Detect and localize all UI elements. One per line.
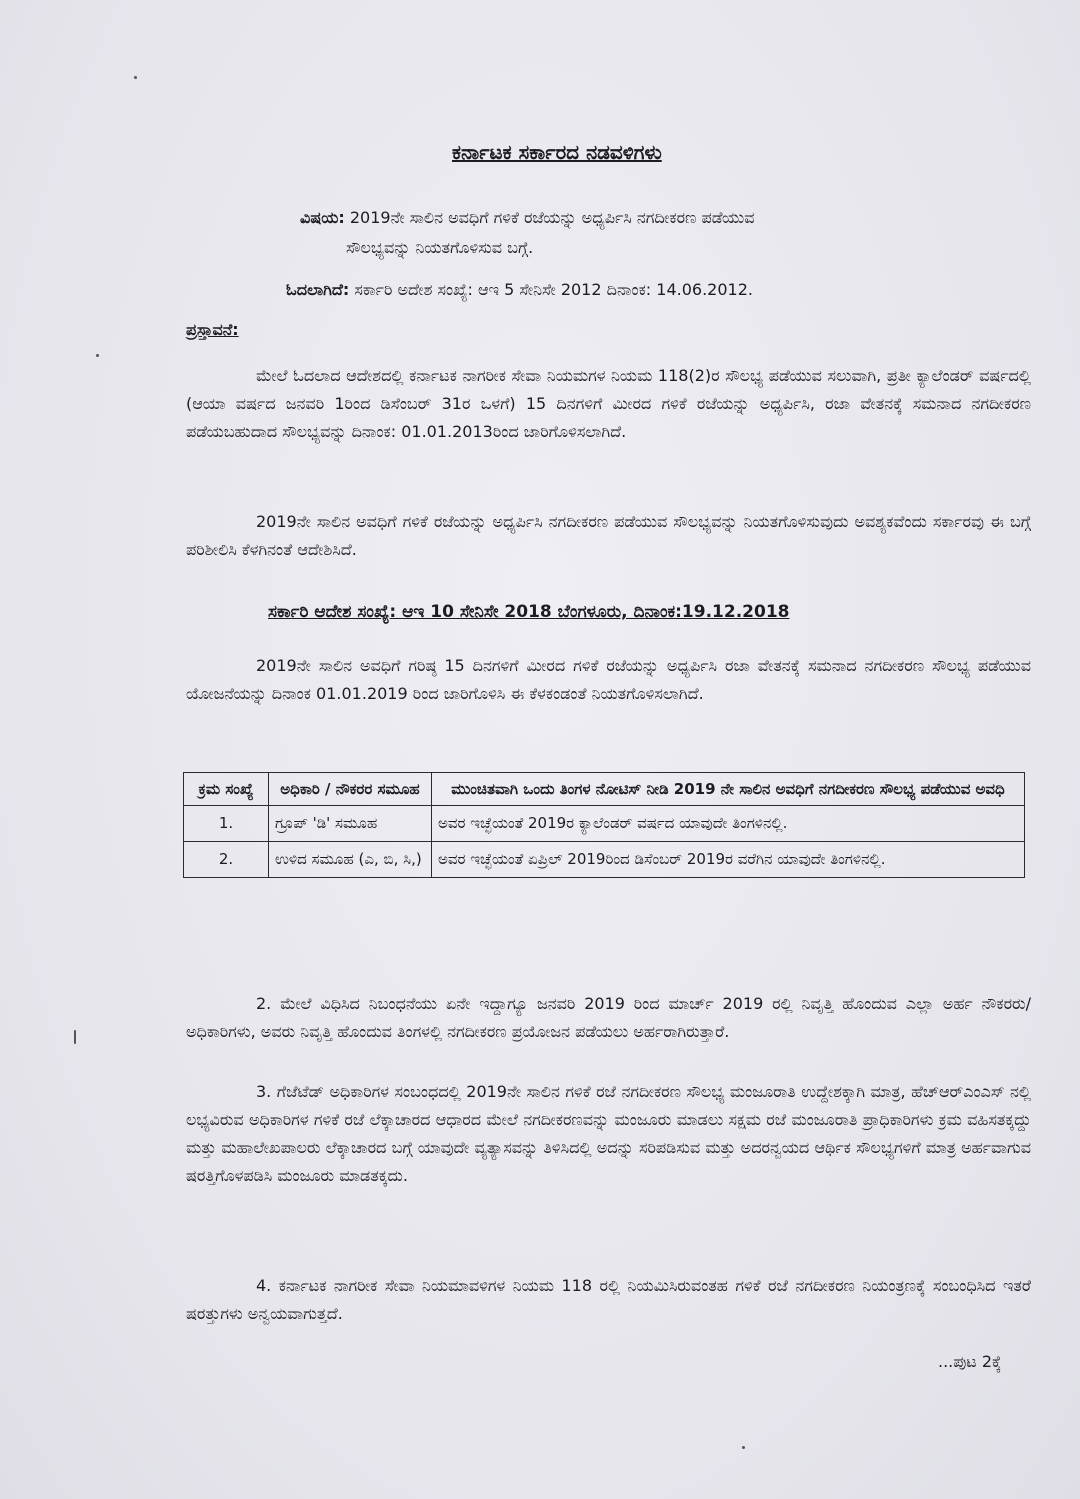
reference-label: ಓದಲಾಗಿದೆ: [286, 280, 350, 299]
table-cell: 2. [184, 842, 269, 878]
table-header-row [184, 773, 1025, 806]
paragraph-6: 4. ಕರ್ನಾಟಕ ನಾಗರೀಕ ಸೇವಾ ನಿಯಮಾವಳಿಗಳ ನಿಯಮ 118 ರಲ್ಲಿ ನಿಯಮಿಸಿರುವಂತಹ ಗಳಿಕೆ ರಜೆ ನಗದೀಕರಣ ನಿಯಂತ್ರಣಕ್ಕೆ ಸಂಬಂಧಿಸಿದ ಇತರೆ ಷರತ್ತುಗಳು ಅನ್ವಯವಾಗುತ್ತದೆ. [186, 1276, 1031, 1323]
page-continuation: ...ಪುಟ 2ಕ್ಕೆ [938, 1352, 1002, 1371]
paragraph-2: 2019ನೇ ಸಾಲಿನ ಅವಧಿಗೆ ಗಳಿಕೆ ರಜೆಯನ್ನು ಅಧ್ಯರ್ಪಿಸಿ ನಗದೀಕರಣ ಪಡೆಯುವ ಸೌಲಭ್ಯವನ್ನು ನಿಯತಗೊಳಿಸುವುದು ಅವಶ್ಯಕವೆಂದು ಸರ್ಕಾರವು ಈ ಬಗ್ಗೆ ಪರಿಶೀಲಿಸಿ ಕೆಳಗಿನಂತೆ ಆದೇಶಿಸಿದೆ. [186, 512, 1031, 559]
table-header: ಅಧಿಕಾರಿ / ನೌಕರರ ಸಮೂಹ [269, 773, 432, 806]
table-header: ಮುಂಚಿತವಾಗಿ ಒಂದು ತಿಂಗಳ ನೋಟಿಸ್ ನೀಡಿ 2019 ನೇ ಸಾಲಿನ ಅವಧಿಗೆ ನಗದೀಕರಣ ಸೌಲಭ್ಯ ಪಡೆಯುವ ಅವಧಿ [432, 773, 1025, 806]
subject-block [300, 203, 1030, 263]
paragraph-1: ಮೇಲೆ ಓದಲಾದ ಆದೇಶದಲ್ಲಿ ಕರ್ನಾಟಕ ನಾಗರೀಕ ಸೇವಾ ನಿಯಮಗಳ ನಿಯಮ 118(2)ರ ಸೌಲಭ್ಯ ಪಡೆಯುವ ಸಲುವಾಗಿ, ಪ್ರತೀ ಕ್ಯಾಲೆಂಡರ್ ವರ್ಷದಲ್ಲಿ (ಆಯಾ ವರ್ಷದ ಜನವರಿ 1ರಿಂದ ಡಿಸೆಂಬರ್ 31ರ ಒಳಗೆ) 15 ದಿನಗಳಿಗೆ ಮೀರದ ಗಳಿಕೆ ರಜೆಯನ್ನು ಅಧ್ಯರ್ಪಿಸಿ, ರಜಾ ವೇತನಕ್ಕೆ ಸಮನಾದ ನಗದೀಕರಣ ಪಡೆಯಬಹುದಾದ ಸೌಲಭ್ಯವನ್ನು ದಿನಾಂಕ: 01.01.2013ರಿಂದ ಜಾರಿಗೊಳಿಸಲಾಗಿದೆ. [186, 366, 1031, 441]
table-row [184, 842, 1025, 878]
scan-speck [96, 354, 99, 357]
table-cell: ಗ್ರೂಪ್ 'ಡಿ' ಸಮೂಹ [269, 806, 432, 842]
document-title: ಕರ್ನಾಟಕ ಸರ್ಕಾರದ ನಡವಳಿಗಳು [452, 140, 662, 164]
schedule-table [183, 772, 1025, 878]
subject-text-cont: ಸೌಲಭ್ಯವನ್ನು ನಿಯತಗೊಳಿಸುವ ಬಗ್ಗೆ. [346, 238, 534, 257]
order-heading: ಸರ್ಕಾರಿ ಆದೇಶ ಸಂಖ್ಯೆ: ಆಇ 10 ಸೇನಿಸೇ 2018 ಬೆಂಗಳೂರು, ದಿನಾಂಕ:19.12.2018 [268, 602, 790, 622]
table-cell: ಅವರ ಇಚ್ಛೆಯಂತೆ ಏಪ್ರಿಲ್ 2019ರಿಂದ ಡಿಸೆಂಬರ್ 2019ರ ವರೆಗಿನ ಯಾವುದೇ ತಿಂಗಳಿನಲ್ಲಿ. [432, 842, 1025, 878]
table-cell: 1. [184, 806, 269, 842]
paragraph-3: 2019ನೇ ಸಾಲಿನ ಅವಧಿಗೆ ಗರಿಷ್ಠ 15 ದಿನಗಳಿಗೆ ಮೀರದ ಗಳಿಕೆ ರಜೆಯನ್ನು ಅಧ್ಯರ್ಪಿಸಿ ರಜಾ ವೇತನಕ್ಕೆ ಸಮನಾದ ನಗದೀಕರಣ ಸೌಲಭ್ಯ ಪಡೆಯುವ ಯೋಜನೆಯನ್ನು ದಿನಾಂಕ 01.01.2019 ರಿಂದ ಜಾರಿಗೊಳಿಸಿ ಈ ಕೆಳಕಂಡಂತೆ ನಿಯತಗೊಳಿಸಲಾಗಿದೆ. [186, 656, 1031, 703]
table-row [184, 806, 1025, 842]
subject-text: 2019ನೇ ಸಾಲಿನ ಅವಧಿಗೆ ಗಳಿಕೆ ರಜೆಯನ್ನು ಅಧ್ಯರ್ಪಿಸಿ ನಗದೀಕರಣ ಪಡೆಯುವ [349, 208, 755, 227]
scan-speck [74, 1030, 76, 1044]
reference-block [286, 280, 1026, 300]
subject-label: ವಿಷಯ: [300, 208, 345, 227]
paragraph-4: 2. ಮೇಲೆ ವಿಧಿಸಿದ ನಿಬಂಧನೆಯು ಏನೇ ಇದ್ದಾಗ್ಯೂ ಜನವರಿ 2019 ರಿಂದ ಮಾರ್ಚ್ 2019 ರಲ್ಲಿ ನಿವೃತ್ತಿ ಹೊಂದುವ ಎಲ್ಲಾ ಅರ್ಹ ನೌಕರರು/ ಅಧಿಕಾರಿಗಳು, ಅವರು ನಿವೃತ್ತಿ ಹೊಂದುವ ತಿಂಗಳಲ್ಲಿ ನಗದೀಕರಣ ಪ್ರಯೋಜನ ಪಡೆಯಲು ಅರ್ಹರಾಗಿರುತ್ತಾರೆ. [186, 994, 1031, 1041]
reference-text: ಸರ್ಕಾರಿ ಅದೇಶ ಸಂಖ್ಯೆ: ಆಇ 5 ಸೇನಿಸೇ 2012 ದಿನಾಂಕ: 14.06.2012. [354, 280, 753, 299]
scan-speck [134, 76, 137, 79]
scan-speck [742, 1446, 745, 1449]
table-cell: ಉಳಿದ ಸಮೂಹ (ಎ, ಬಿ, ಸಿ,) [269, 842, 432, 878]
table-header: ಕ್ರಮ ಸಂಖ್ಯೆ [184, 773, 269, 806]
preamble-heading: ಪ್ರಸ್ತಾವನೆ: [186, 320, 239, 339]
paragraph-5: 3. ಗೆಜೆಟೆಡ್ ಅಧಿಕಾರಿಗಳ ಸಂಬಂಧದಲ್ಲಿ 2019ನೇ ಸಾಲಿನ ಗಳಿಕೆ ರಜೆ ನಗದೀಕರಣ ಸೌಲಭ್ಯ ಮಂಜೂರಾತಿ ಉದ್ದೇಶಕ್ಕಾಗಿ ಮಾತ್ರ, ಹೆಚ್‌ಆರ್‌ಎಂಎಸ್ ನಲ್ಲಿ ಲಭ್ಯವಿರುವ ಅಧಿಕಾರಿಗಳ ಗಳಿಕೆ ರಜೆ ಲೆಕ್ಕಾಚಾರದ ಆಧಾರದ ಮೇಲೆ ನಗದೀಕರಣವನ್ನು ಮಂಜೂರು ಮಾಡಲು ಸಕ್ಷಮ ರಜೆ ಮಂಜೂರಾತಿ ಪ್ರಾಧಿಕಾರಿಗಳು ಕ್ರಮ ವಹಿಸತಕ್ಕದ್ದು ಮತ್ತು ಮಹಾಲೇಖಪಾಲರು ಲೆಕ್ಕಾಚಾರದ ಬಗ್ಗೆ ಯಾವುದೇ ವ್ಯತ್ಯಾಸವನ್ನು ತಿಳಿಸಿದಲ್ಲಿ ಅದನ್ನು ಸರಿಪಡಿಸುವ ಮತ್ತು ಅದರನ್ವಯದ ಆರ್ಥಿಕ ಸೌಲಭ್ಯಗಳಿಗೆ ಮಾತ್ರ ಅರ್ಹವಾಗುವ ಷರತ್ತಿಗೊಳಪಡಿಸಿ ಮಂಜೂರು ಮಾಡತಕ್ಕದು. [186, 1082, 1031, 1185]
table-cell: ಅವರ ಇಚ್ಛೆಯಂತೆ 2019ರ ಕ್ಯಾಲೆಂಡರ್ ವರ್ಷದ ಯಾವುದೇ ತಿಂಗಳಿನಲ್ಲಿ. [432, 806, 1025, 842]
